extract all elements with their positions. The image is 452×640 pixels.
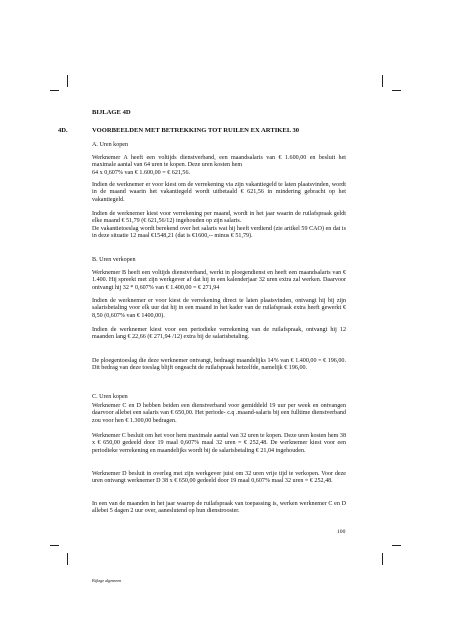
- section-b-p2: Indien de werknemer er voor kiest de verrekening direct te laten plaatsvinden, ontvangt hij bij zijn salarisbetaling voor elk uur dat hij in een maand in het kader van de ruilafspraak extra heeft gewerkt € 8,50 (0,607% van € 1400,00).: [92, 298, 346, 319]
- section-a-p1: [92, 155, 346, 177]
- section-title: VOORBEELDEN MET BETREKKING TOT RUILEN EX ARTIKEL 30: [92, 127, 300, 134]
- section-c-p3: Werknemer D besluit in overleg met zijn werkgever juist om 32 uren vrije tijd te verkopen. Voor deze uren ontvangt werknemer D 38 x € 650,00 gedeeld door 19 maal 0,607% maal 32 uren = € 252,48.: [92, 471, 346, 485]
- crop-mark: [392, 545, 401, 546]
- section-a-heading: A. Uren kopen: [92, 142, 129, 148]
- section-b-p1: Werknemer B heeft een voltijds dienstverband, werkt in ploegendienst en heeft een maandsalaris van € 1.400. Hij spreekt met zijn werkgever af dat hij in een kalenderjaar 32 uren extra zal werken. Daarvoor ontvangt hij 32 * 0,607% van € 1.400,00 = € 271,94: [92, 270, 346, 291]
- section-b-p3: Indien de werknemer kiest voor een periodieke verrekening van de ruilafspraak, ontvangt hij 12 maanden lang € 22,66 (€ 271,94 /12) extra bij de salarisbetaling.: [92, 327, 346, 341]
- crop-mark: [382, 75, 383, 87]
- page-number: 100: [337, 529, 346, 535]
- section-b-p4: De ploegentoeslag die deze werknemer ontvangt, bedraagt maandelijks 14% van € 1.400,00 = € 196,00. Dit bedrag van deze toeslag blijft ongeacht de ruilafspraak hetzelfde, namelijk € 196,00.: [92, 358, 346, 372]
- section-a-p4: De vakantietoeslag wordt berekend over het salaris wat hij heeft verdiend (zie artikel 59 CAO) en dat is in deze situatie 12 maal €1548,21 (dat is €1600,-- minus € 51,79).: [92, 226, 346, 240]
- section-a-p2: Indien de werknemer er voor kiest om de verrekening via zijn vakantiegeld te laten plaatsvinden, wordt in de maand waarin het vakantiegeld wordt uitbetaald € 621,56 in mindering gebracht op het vakantiegeld.: [92, 182, 346, 203]
- crop-mark: [67, 553, 68, 565]
- section-c-heading: C. Uren kopen: [92, 394, 128, 400]
- crop-mark: [67, 75, 68, 87]
- section-c-p4: In een van de maanden in het jaar waarop de ruilafspraak van toepassing is, werken werknemer C en D allebei 5 dagen 2 uur over, aaneslutend op hun dienstrooster.: [92, 501, 346, 515]
- crop-mark: [382, 553, 383, 565]
- footer-label: Bijlage algemeen: [92, 578, 122, 583]
- section-c-p2: Werknemer C besluit om het voor hem maximale aantal van 32 uren te kopen. Deze uren kosten hem 38 x € 650,00 gedeeld door 19 maal 0,607% maal 32 uren = € 252,48. De werknemer kiest voor een periodieke verrekening en maandelijks wordt bij de salarisbetaling € 21,04 ingehouden.: [92, 433, 346, 454]
- paragraph: Werknemer A heeft een voltijds dienstverband, een maandsalaris van € 1.600,00 en besluit het maximale aantal van 64 uren te kopen. Deze uren kosten hem: [92, 155, 346, 169]
- calculation: 64 x 0,607% van € 1.600,00 = € 621,56.: [92, 169, 191, 176]
- crop-mark: [392, 90, 401, 91]
- crop-mark: [50, 90, 59, 91]
- section-number: 4D.: [58, 127, 68, 134]
- appendix-title: BIJLAGE 4D: [92, 109, 131, 116]
- section-a-p3: Indien de werknemer kiest voor verrekening per maand, wordt in het jaar waarin de ruilafspraak geldt elke maand € 51,79 (€ 621,56/12) ingehouden op zijn salaris.: [92, 211, 346, 225]
- section-c-p1: Werknemer C en D hebben beiden een dienstverband voor gemiddeld 19 uur per week en ontvangen daarvoor allebei een salaris van € 650,00. Het periode- c.q .maand-salaris bij een fulltime dienstverband zou voor hen € 1.300,00 bedragen.: [92, 403, 346, 424]
- crop-mark: [50, 545, 59, 546]
- section-b-heading: B. Uren verkopen: [92, 257, 136, 263]
